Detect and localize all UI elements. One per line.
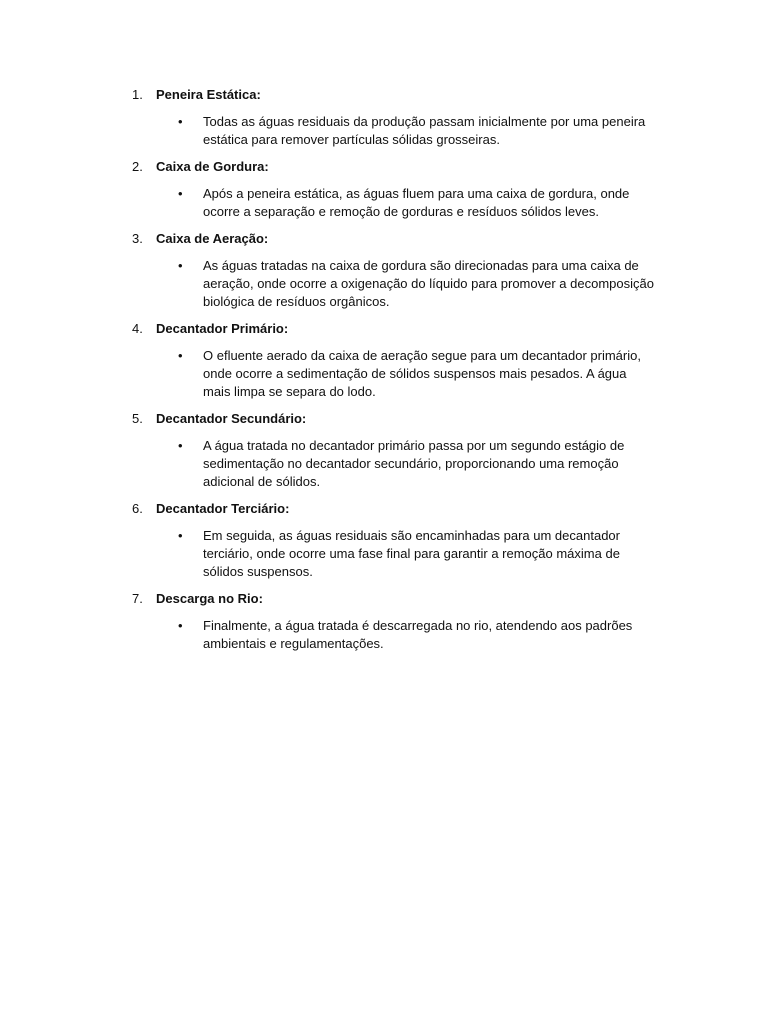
item-heading	[0, 158, 768, 176]
bullet-row	[0, 437, 768, 491]
bullet-text: A água tratada no decantador primário passa por um segundo estágio de sedimentação no decantador secundário, proporcionando uma remoção adicional de sólidos.	[203, 438, 625, 489]
bullet-text: Após a peneira estática, as águas fluem para uma caixa de gordura, onde ocorre a separação e remoção de gorduras e resíduos sólidos leves.	[203, 186, 630, 219]
item-heading	[0, 590, 768, 608]
bullet-row	[0, 347, 768, 401]
bullet-text: As águas tratadas na caixa de gordura são direcionadas para uma caixa de aeração, onde ocorre a oxigenação do líquido para promover a decomposição biológica de resíduos orgânicos.	[203, 258, 654, 309]
list-item	[0, 590, 768, 653]
list-item	[0, 410, 768, 491]
list-item	[0, 230, 768, 311]
bullet-icon: •	[178, 528, 183, 543]
bullet-text: Finalmente, a água tratada é descarregada no rio, atendendo aos padrões ambientais e regulamentações.	[203, 618, 633, 651]
bullet-icon: •	[178, 258, 183, 273]
bullet-icon: •	[178, 114, 183, 129]
item-title: Caixa de Gordura:	[156, 159, 269, 174]
item-title: Peneira Estática:	[156, 87, 261, 102]
bullet-text: Todas as águas residuais da produção passam inicialmente por uma peneira estática para remover partículas sólidas grosseiras.	[203, 114, 646, 147]
bullet-text: Em seguida, as águas residuais são encaminhadas para um decantador terciário, onde ocorre uma fase final para garantir a remoção máxima de sólidos suspensos.	[203, 528, 620, 579]
item-number: 7.	[132, 591, 143, 606]
item-number: 3.	[132, 231, 143, 246]
item-heading	[0, 410, 768, 428]
numbered-list	[0, 86, 768, 662]
item-title: Descarga no Rio:	[156, 591, 263, 606]
item-number: 4.	[132, 321, 143, 336]
list-item	[0, 86, 768, 149]
item-number: 6.	[132, 501, 143, 516]
bullet-row	[0, 257, 768, 311]
bullet-icon: •	[178, 186, 183, 201]
item-heading	[0, 86, 768, 104]
list-item	[0, 158, 768, 221]
item-title: Decantador Primário:	[156, 321, 289, 336]
item-heading	[0, 500, 768, 518]
bullet-row	[0, 113, 768, 149]
item-number: 2.	[132, 159, 143, 174]
bullet-row	[0, 527, 768, 581]
bullet-row	[0, 185, 768, 221]
list-item	[0, 500, 768, 581]
bullet-row	[0, 617, 768, 653]
bullet-icon: •	[178, 438, 183, 453]
item-title: Caixa de Aeração:	[156, 231, 269, 246]
bullet-icon: •	[178, 618, 183, 633]
bullet-text: O efluente aerado da caixa de aeração segue para um decantador primário, onde ocorre a sedimentação de sólidos suspensos mais pesados. A água mais limpa se separa do lodo.	[203, 348, 641, 399]
bullet-icon: •	[178, 348, 183, 363]
item-title: Decantador Secundário:	[156, 411, 307, 426]
item-title: Decantador Terciário:	[156, 501, 290, 516]
item-number: 5.	[132, 411, 143, 426]
list-item	[0, 320, 768, 401]
item-number: 1.	[132, 87, 143, 102]
item-heading	[0, 320, 768, 338]
item-heading	[0, 230, 768, 248]
